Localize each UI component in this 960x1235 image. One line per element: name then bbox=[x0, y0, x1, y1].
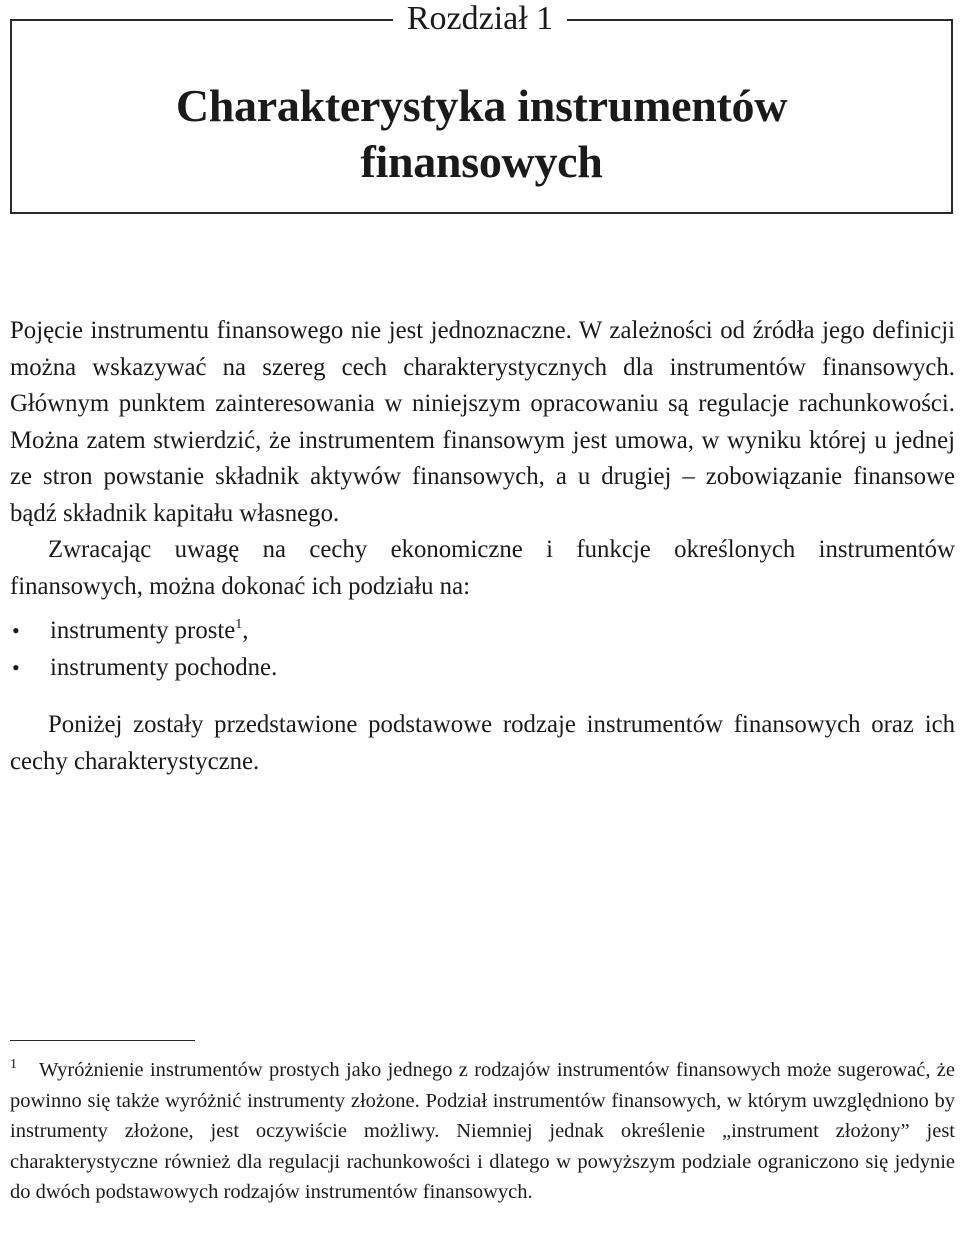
chapter-title-line-1: Charakterystyka instrumentów bbox=[175, 80, 788, 131]
list-item-text: instrumenty proste bbox=[50, 617, 236, 644]
list-item-text: instrumenty pochodne. bbox=[50, 653, 278, 681]
footnote-reference[interactable]: 1 bbox=[235, 617, 243, 632]
paragraph-1: Pojęcie instrumentu finansowego nie jest jednoznaczne. W zależności od źródła jego definicji można wskazywać na szereg cech charakterystycznych dla instrumentów finansowych. Głównym punktem zainteresowania w niniejszym opracowaniu są regulacje rachunkowości. Można zatem stwierdzić, że instrumentem finansowym jest umowa, w wyniku której u jednej ze stron powstanie składnik aktywów finansowych, a u drugiej – zobowiązanie finansowe bądź składnik kapitału własnego. bbox=[10, 317, 955, 527]
bullet-icon: • bbox=[12, 654, 20, 680]
chapter-title bbox=[10, 78, 953, 190]
footnote-text: Wyróżnienie instrumentów prostych jako jednego z rodzajów instrumentów finansowych może sugerować, że powinno się także wyróżnić instrumenty złożone. Podział instrumentów finansowych, w którym uwzględniono by instrumenty złożone, jest oczywiście możliwy. Niemniej jednak określenie „instrument złożony” jest charakterystyczne również dla regulacji rachunkowości i dlatego w powyższym podziale ograniczono się jedynie do dwóch podstawowych rodzajów instrumentów finansowych. bbox=[10, 1059, 955, 1203]
body-text bbox=[10, 313, 955, 780]
chapter-label-text: Rozdział 1 bbox=[393, 0, 567, 37]
chapter-label bbox=[0, 0, 960, 38]
list-item bbox=[10, 650, 955, 687]
bullet-icon: • bbox=[12, 618, 20, 643]
paragraph-2: Zwracając uwagę na cechy ekonomiczne i funkcje określonych instrumentów finansowych, można dokonać ich podziału na: bbox=[10, 536, 955, 600]
paragraph-3: Poniżej zostały przedstawione podstawowe rodzaje instrumentów finansowych oraz ich cechy charakterystyczne. bbox=[10, 711, 955, 775]
footnote bbox=[10, 1055, 955, 1208]
footnote-marker: 1 bbox=[10, 1057, 17, 1072]
list-item bbox=[10, 613, 955, 650]
list-item-suffix: , bbox=[242, 617, 249, 644]
bullet-list bbox=[10, 613, 955, 686]
chapter-title-line-2: finansowych bbox=[360, 136, 603, 187]
footnote-divider bbox=[10, 1040, 195, 1041]
